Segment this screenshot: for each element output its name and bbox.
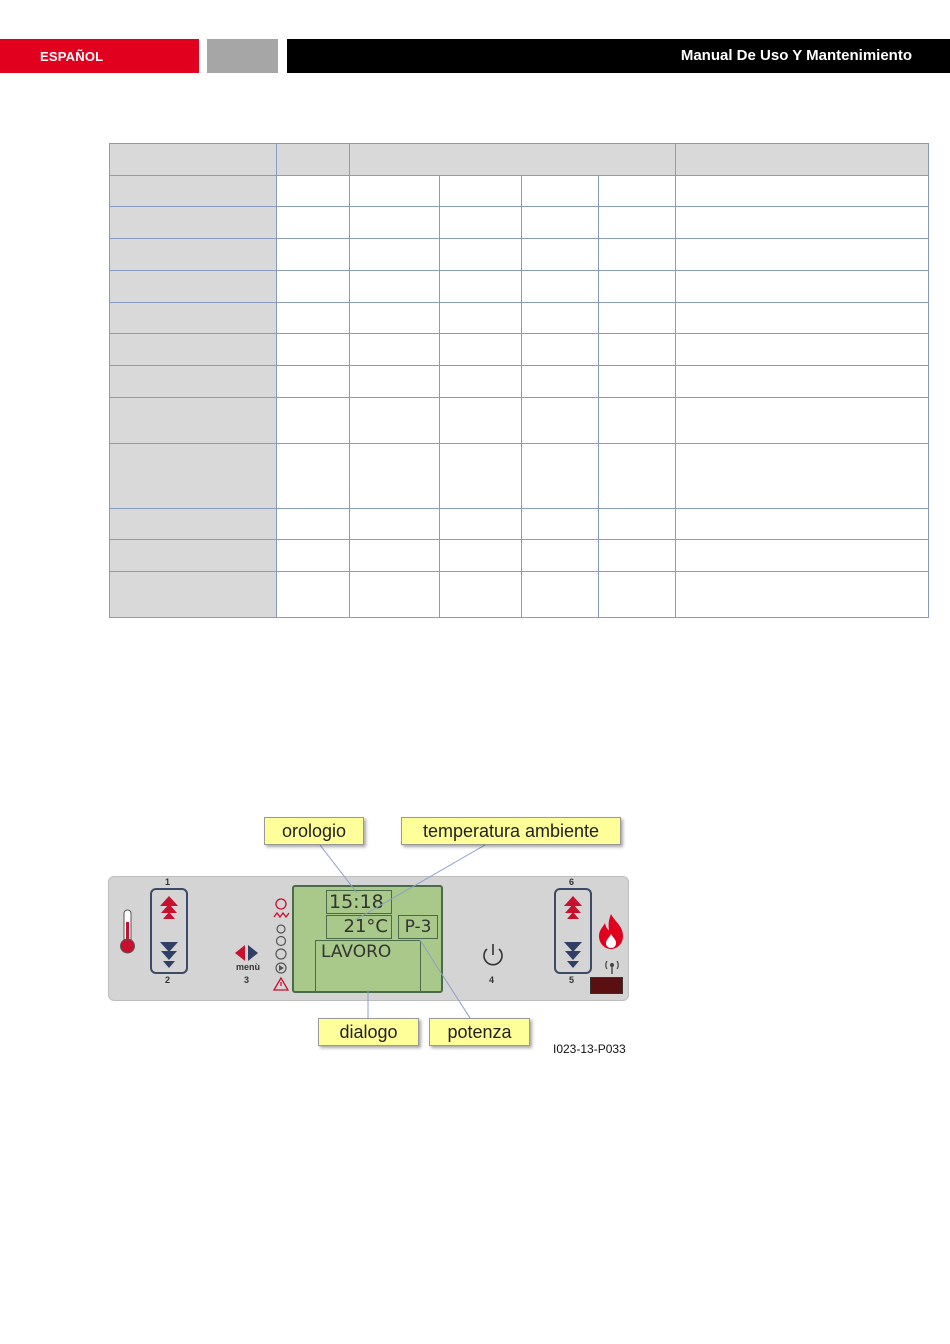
callout-power: potenza — [429, 1018, 530, 1046]
key-number-5: 5 — [569, 975, 575, 985]
figure-code: I023-13-P033 — [553, 1042, 626, 1056]
callout-dialog: dialogo — [318, 1018, 419, 1046]
temperature-display: 21°C — [326, 915, 392, 939]
callout-temperature: temperatura ambiente — [401, 817, 621, 845]
menu-label: menù — [236, 962, 261, 972]
key-number-1: 1 — [165, 877, 171, 887]
dialog-display: LAVORO — [315, 940, 421, 992]
power-display: P-3 — [398, 915, 438, 939]
key-number-4: 4 — [489, 975, 495, 985]
callout-clock: orologio — [264, 817, 364, 845]
clock-display: 15:18 — [326, 890, 392, 914]
key-number-3: 3 — [244, 975, 250, 985]
key-number-2: 2 — [165, 975, 171, 985]
manual-title: Manual De Uso Y Mantenimiento — [680, 47, 912, 64]
language-label: ESPAÑOL — [40, 49, 104, 64]
key-number-6: 6 — [569, 877, 575, 887]
